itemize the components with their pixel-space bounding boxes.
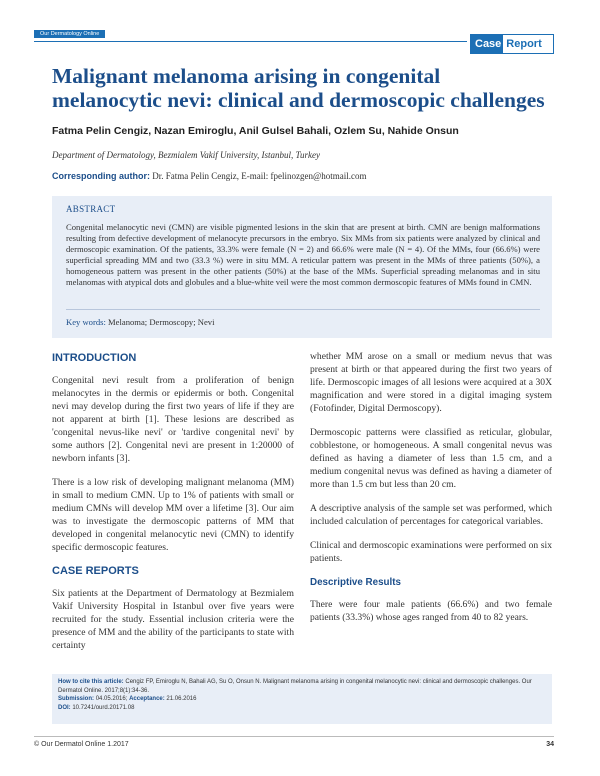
author-list: Fatma Pelin Cengiz, Nazan Emiroglu, Anil Gulsel Bahali, Ozlem Su, Nahide Onsun — [52, 125, 459, 137]
journal-tag: Our Dermatology Online — [34, 30, 105, 38]
descriptive-results-heading: Descriptive Results — [310, 577, 401, 588]
article-title: Malignant melanoma arising in congenital melanocytic nevi: clinical and dermoscopic challenges — [52, 64, 545, 112]
citation-text: Cengiz FP, Emiroglu N, Bahali AG, Su O, Onsun N. Malignant melanoma arising in congenital melanocytic nevi: clinical and dermoscopic challenges. Our Dermatol Online. 2017;8(1):34-36. — [58, 679, 532, 694]
right-column — [310, 350, 552, 635]
paragraph: Congenital nevi result from a proliferation of benign melanocytes in the dermis or epidermis or both. Congenital nevi may develop during the first two years of life if they are not apparent at birth [1]. These lesions are described as 'congenital nevus-like nevi' or 'tardive congenital nevi' by some authors [2]. Congenital nevi are present in 1:20000 of newborn infants [3]. — [52, 375, 294, 464]
keywords-text: Melanoma; Dermoscopy; Nevi — [108, 317, 215, 327]
page-footer — [34, 736, 554, 748]
doi-label: DOI: — [58, 704, 71, 711]
left-column — [52, 352, 294, 663]
affiliation: Department of Dermatology, Bezmialem Vakif University, Istanbul, Turkey — [52, 150, 320, 160]
top-rule — [34, 41, 467, 42]
submission-date: 04.05.2016; — [95, 696, 128, 702]
badge-report: Report — [506, 38, 542, 50]
keywords-label: Key words: — [66, 317, 106, 327]
paragraph: A descriptive analysis of the sample set was performed, which included calculation of percentages for categorical variables. — [310, 503, 552, 527]
paragraph: Six patients at the Department of Dermatology at Bezmialem Vakif University Hospital in Istanbul over five years were recruited for the study. Essential inclusion criteria were the presence of MM and the ability of the participants to state with certainty — [52, 588, 294, 651]
citation-box — [52, 674, 552, 724]
corresponding-text: Dr. Fatma Pelin Cengiz, E-mail: fpelinozgen@hotmail.com — [152, 171, 367, 181]
corresponding-label: Corresponding author: — [52, 171, 150, 181]
citation-label: How to cite this article: — [58, 679, 124, 685]
abstract-text: Congenital melanocytic nevi (CMN) are visible pigmented lesions in the skin that are present at birth. CMN are benign malformations resulting from defective development of melanocyte precursors in the embryo. Six MMs from six patients were analyzed by clinical and dermoscopic examination. Of the patients, 33.3% were female (N = 2) and 66.6% were male (N = 4). Of the MMs, four (66.6%) were superficial spreading MM and two (33.3 %) were in situ MM. A reticular pattern was present in the MMs of three patients (50%), a homogeneous pattern was present in the other patients (50%) at the base of the MMs. Superficial spreading melanomas and in situ melanomas with atypical dots and globules and a blue-white veil were the most common dermoscopic features of MMs found in CMN. — [66, 222, 540, 287]
paragraph: There were four male patients (66.6%) and two female patients (33.3%) whose ages ranged from 40 to 82 years. — [310, 599, 552, 623]
case-report-badge — [470, 34, 554, 54]
submission-label: Submission: — [58, 696, 95, 702]
badge-case: Case — [471, 35, 503, 53]
case-reports-heading: CASE REPORTS — [52, 565, 139, 577]
acceptance-date: 21.06.2016 — [166, 696, 197, 702]
paragraph: whether MM arose on a small or medium nevus that was present at birth or that appeared during the first two years of life. Dermoscopic images of all lesions were acquired at a 30X magnification and were stored in a digital imaging system (Fotofinder, Digital Dermoscopy). — [310, 351, 552, 414]
introduction-heading: INTRODUCTION — [52, 352, 137, 364]
paragraph: Dermoscopic patterns were classified as reticular, globular, cobblestone, or homogeneous. A small congenital nevus was defined as having a diameter of less than 1.5 cm, and a medium congenital nevus was defined as having a diameter of more than 1.5 cm but less than 20 cm. — [310, 427, 552, 490]
acceptance-label: Acceptance: — [129, 696, 165, 702]
paragraph: There is a low risk of developing malignant melanoma (MM) in small to medium CMN. Up to 1% of patients with small or medium CMNs will develop MM over a lifetime [3]. Our aim was to investigate the dermoscopic patterns of MM that developed in congenital melanocytic nevi (CMN) to identify specific dermoscopic features. — [52, 477, 294, 553]
copyright: © Our Dermatol Online 1.2017 — [34, 741, 129, 748]
paragraph: Clinical and dermoscopic examinations were performed on six patients. — [310, 540, 552, 564]
keywords — [66, 317, 214, 327]
corresponding-author — [52, 171, 367, 181]
abstract-divider — [66, 309, 540, 310]
page-number: 34 — [546, 741, 554, 748]
citation — [58, 678, 546, 695]
doi — [58, 704, 546, 713]
submission-dates — [58, 695, 546, 704]
abstract-title: ABSTRACT — [66, 204, 116, 214]
doi-value[interactable]: 10.7241/ourd.20171.08 — [72, 704, 135, 711]
abstract-box — [52, 196, 552, 338]
